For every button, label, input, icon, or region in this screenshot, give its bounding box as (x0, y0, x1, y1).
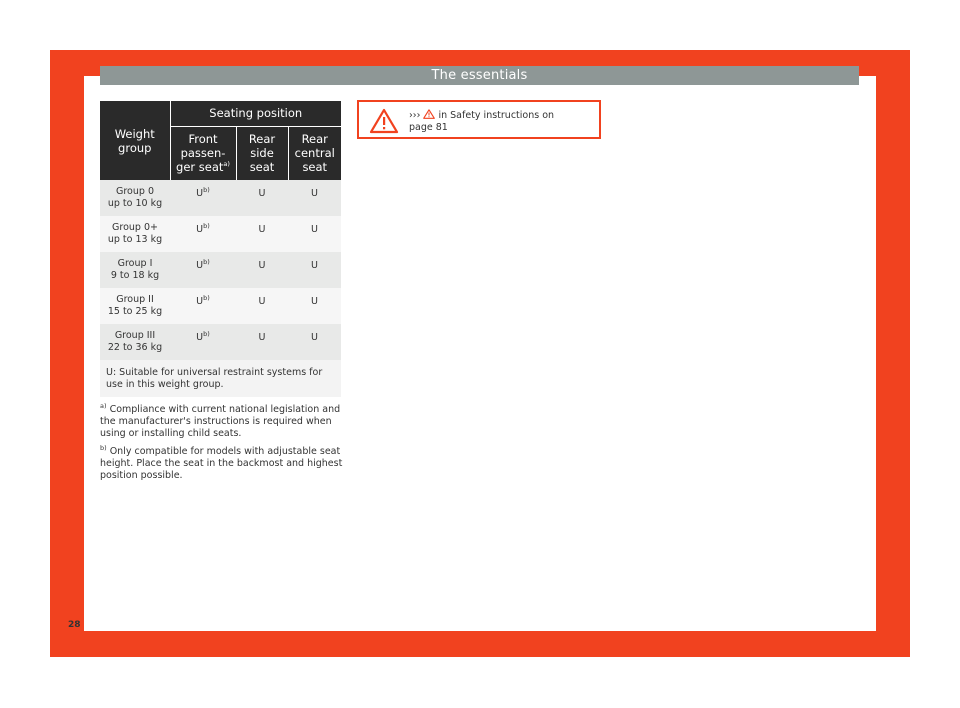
column-header-rear-central-seat: Rear central seat (288, 126, 341, 180)
column-header-front-passenger-seat: Front passen- ger seat$^{a)}$ (170, 126, 236, 180)
column-header-rear-side-seat: Rear side seat (236, 126, 288, 180)
footnote-a: $^{a)}$ Compliance with current national legislation and the manufacturer's instructions is required when using or installing child seats. (100, 401, 341, 439)
rear-side-cell: U (236, 324, 288, 360)
weight-group-cell: Group II 15 to 25 kg (100, 288, 170, 324)
front-seat-cell: $U^{b)}$ (170, 216, 236, 252)
arrows-glyph: ››› (409, 110, 421, 121)
safety-warning-reference[interactable]: ››› in Safety instructions on page 81 (409, 110, 555, 133)
weight-group-cell: Group III 22 to 36 kg (100, 324, 170, 360)
page-header-title: The essentials (100, 66, 859, 85)
table-row (100, 324, 341, 360)
column-header-seating-position: Seating position (170, 101, 341, 126)
safety-warning-box (357, 100, 601, 139)
rear-central-cell: U (288, 252, 341, 288)
front-seat-cell: $U^{b)}$ (170, 252, 236, 288)
seating-position-table (100, 101, 341, 397)
table-row (100, 216, 341, 252)
footnotes (100, 401, 343, 488)
rear-central-cell: U (288, 180, 341, 216)
rear-side-cell: U (236, 216, 288, 252)
table-row (100, 180, 341, 216)
column-header-weight-group: Weight group (100, 101, 170, 180)
warning-triangle-icon (369, 108, 399, 134)
weight-group-cell: Group 0 up to 10 kg (100, 180, 170, 216)
rear-side-cell: U (236, 180, 288, 216)
rear-side-cell: U (236, 252, 288, 288)
rear-side-cell: U (236, 288, 288, 324)
rear-central-cell: U (288, 324, 341, 360)
table-legend-row (100, 360, 341, 397)
rear-central-cell: U (288, 216, 341, 252)
page-number: 28 (68, 620, 81, 630)
footnote-b: $^{b)}$ Only compatible for models with adjustable seat height. Place the seat in the backmost and highest position possible. (100, 443, 343, 481)
table-row (100, 288, 341, 324)
weight-group-cell: Group I 9 to 18 kg (100, 252, 170, 288)
front-seat-cell: $U^{b)}$ (170, 288, 236, 324)
front-seat-cell: $U^{b)}$ (170, 324, 236, 360)
front-seat-cell: $U^{b)}$ (170, 180, 236, 216)
table-row (100, 252, 341, 288)
weight-group-cell: Group 0+ up to 13 kg (100, 216, 170, 252)
table-legend: U: Suitable for universal restraint systems for use in this weight group. (100, 360, 341, 397)
rear-central-cell: U (288, 288, 341, 324)
warning-triangle-small-icon (423, 109, 435, 119)
